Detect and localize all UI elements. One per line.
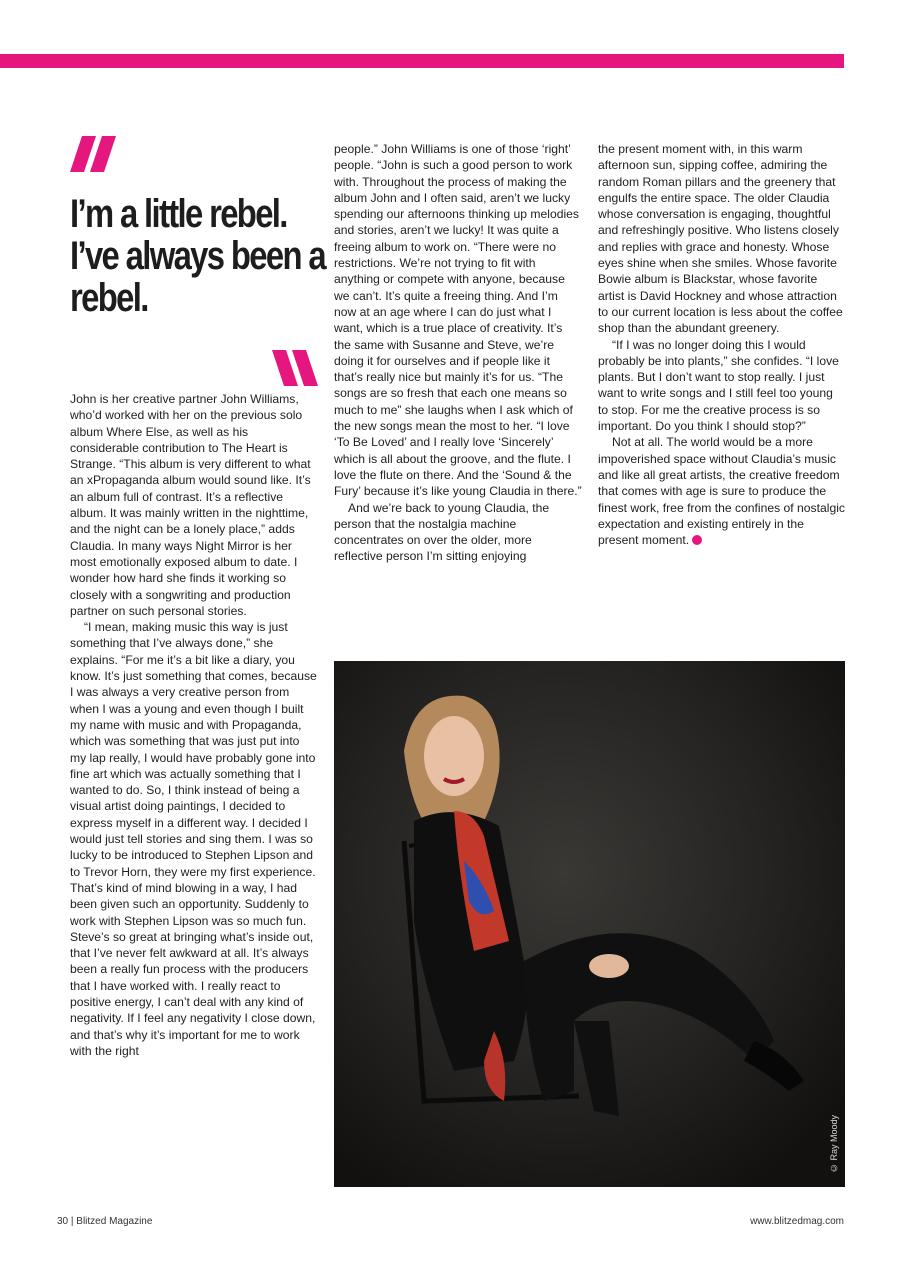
photo-credit: © Ray Moody [829,1114,839,1173]
page-number-footer: 30 | Blitzed Magazine [57,1216,153,1227]
website-link[interactable]: www.blitzedmag.com [750,1216,844,1227]
paragraph: John is her creative partner John Williams, who’d worked with her on the previous solo album Where Else, as well as his considerable contribution to The Heart is Strange. “This album is very different to what an xPropaganda album would sound like. It’s an album full of contrast. It’s a reflective album. It was mainly written in the nighttime, and the night can be a lonely place,” adds Claudia. In many ways Night Mirror is her most emotionally exposed album to date. I wonder how hard she finds it working so closely with a songwriting and production partner on such personal stories. [70,392,311,618]
paragraph: And we’re back to young Claudia, the person that the nostalgia machine concentrates on over the older, more reflective person I’m sitting enjoying [334,500,550,564]
article-column-2 [334,141,582,565]
pull-quote-line: I’ve always been a [70,234,325,278]
open-quote-icon [70,136,118,172]
top-accent-bar [0,54,844,68]
article-column-1 [70,391,317,1059]
end-mark-icon [692,535,702,545]
pull-quote-line: rebel. [70,276,148,320]
paragraph-final [598,434,845,548]
paragraph: “If I was no longer doing this I would probably be into plants,” she confides. “I love plants. But I don’t want to stop really. I just want to write songs and I still feel too young to stop. For me the creative process is so important. Do you think I should stop?” [598,337,839,434]
portrait-illustration [334,661,845,1187]
article-column-3 [598,141,845,548]
paragraph-text: Not at all. The world would be a more impoverished space without Claudia’s music and like all great artists, the creative freedom that comes with age is sure to produce the finest work, free from the confines of nostalgic expectation and existing entirely in the present moment. [598,435,845,548]
paragraph: people.” John Williams is one of those ‘right’ people. “John is such a good person to work with. Throughout the process of making the album John and I often said, aren’t we lucky spending our afternoons thinking up melodies and stories, aren’t we lucky! It was quite a freeing album to work on. “There were no restrictions. We’re not trying to fit with anything or compete with anyone, because we can’t. It’s quite a freeing thing. And I’m now at an age where I can do just what I want, which is a true place of creativity. It’s the same with Susanne and Steve, we’re doing it for ourselves and if people like it that’s really nice but mainly it’s for us. “The songs are so fresh that each one means so much to me” she laughs when I ask which of the new songs mean the most to her. “I love ‘To Be Loved’ and I really love ‘Sincerely’ which is all about the groove, and the flute. I love the flute on there. And the ‘Sound & the Fury’ because it’s like young Claudia in there.” [334,142,582,499]
portrait-photo [334,661,845,1187]
paragraph: the present moment with, in this warm afternoon sun, sipping coffee, admiring the random Roman pillars and the greenery that engulfs the entire space. The older Claudia whose conversation is engaging, thoughtful and refreshingly positive. Who listens closely and replies with grace and honesty. Whose eyes shine when she smiles. Whose favorite Bowie album is Blackstar, whose favorite artist is David Hockney and whose attraction to our current location is less about the coffee shop than the abundant greenery. [598,142,843,336]
pull-quote [70,192,325,320]
pull-quote-line: I’m a little rebel. [70,192,287,236]
paragraph: “I mean, making music this way is just something that I’ve always done,” she explains. “For me it’s a bit like a diary, you know. It’s just something that comes, because I was always a very creative person from when I was a young and even though I built my name with music and with Propaganda, which was something that was just put into my lap really, I would have probably gone into fine art which was actually something that I wanted to do. So, I think instead of being a visual artist doing paintings, I decided to express myself in a different way. I decided I would just tell stories and sing them. I was so lucky to be introduced to Stephen Lipson and to Trevor Horn, they were my first experience. That’s kind of mind blowing in a way, I had been given such an opportunity. Suddenly to work with Stephen Lipson was so much fun. Steve’s so great at bringing what’s inside out, that I’ve never felt awkward at all. It’s always been a really fun process with the producers that I have worked with. I really react to positive energy, I can’t deal with any kind of negativity. If I feel any negativity I close down, and that’s why it’s important for me to work with the right [70,620,317,1058]
close-quote-icon [272,350,320,386]
